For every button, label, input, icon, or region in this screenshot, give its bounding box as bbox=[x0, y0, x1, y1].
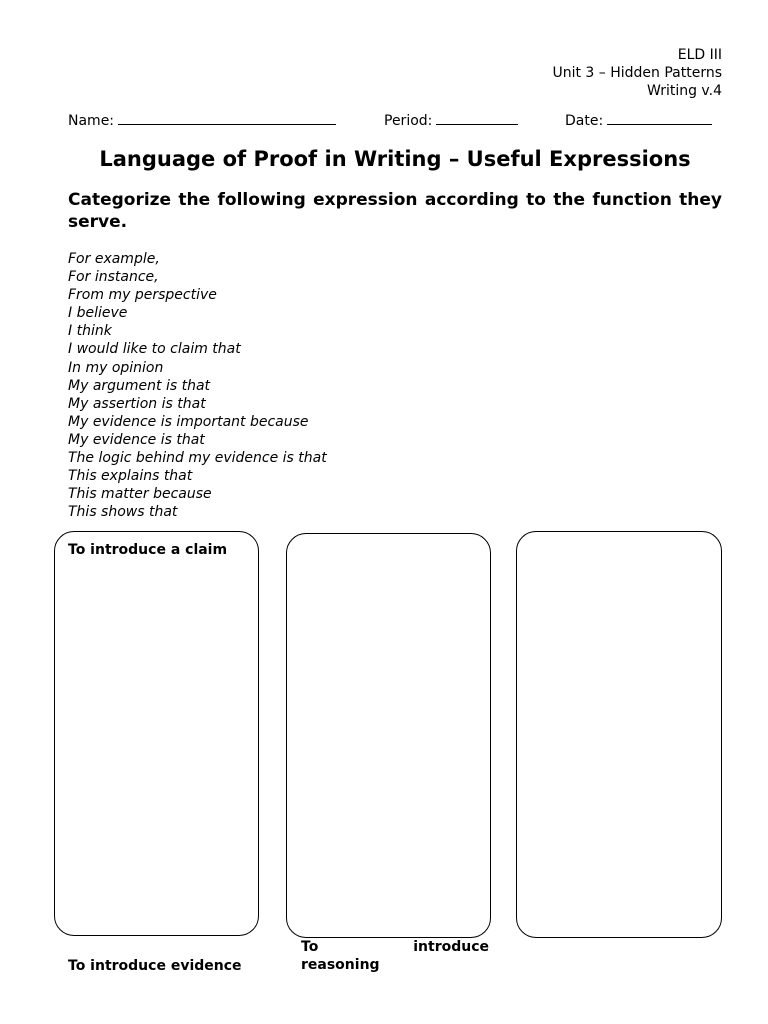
version-label: Writing v.4 bbox=[646, 83, 722, 99]
expression-item: My argument is that bbox=[68, 377, 211, 394]
expression-item: For example, bbox=[68, 251, 160, 267]
reasoning-box[interactable] bbox=[286, 533, 491, 938]
name-label: Name: bbox=[68, 113, 115, 129]
expression-item: This explains that bbox=[68, 468, 193, 485]
name-field[interactable] bbox=[68, 110, 336, 129]
period-blank-line[interactable] bbox=[436, 110, 518, 125]
expression-item: My evidence is that bbox=[68, 431, 205, 448]
expression-item: I would like to claim that bbox=[68, 341, 241, 358]
expression-item: I think bbox=[68, 323, 112, 340]
expression-item: In my opinion bbox=[68, 359, 164, 376]
page-title: Language of Proof in Writing – Useful Expressions bbox=[99, 147, 691, 171]
claim-box-label: To introduce a claim bbox=[68, 542, 228, 558]
expression-item: My assertion is that bbox=[68, 395, 206, 412]
period-label: Period: bbox=[384, 113, 433, 129]
claim-box[interactable] bbox=[54, 531, 259, 936]
unit-title: Unit 3 – Hidden Patterns bbox=[552, 65, 722, 81]
instructions-text: Categorize the following expression according to the function they serve. bbox=[68, 190, 722, 232]
student-info-row bbox=[0, 110, 768, 130]
date-label: Date: bbox=[565, 113, 604, 129]
expression-item: This shows that bbox=[68, 504, 178, 521]
expression-item: For instance, bbox=[68, 269, 159, 286]
date-field[interactable] bbox=[565, 110, 712, 129]
expression-list bbox=[68, 250, 327, 521]
expression-item: This matter because bbox=[68, 486, 212, 503]
evidence-box[interactable] bbox=[516, 531, 722, 938]
reasoning-label-word: introduce bbox=[413, 939, 489, 955]
course-name: ELD III bbox=[677, 47, 722, 63]
evidence-box-label: To introduce evidence bbox=[68, 958, 242, 974]
reasoning-box-label bbox=[301, 938, 489, 974]
expression-item: I believe bbox=[68, 305, 128, 322]
expression-item: The logic behind my evidence is that bbox=[68, 450, 327, 467]
date-blank-line[interactable] bbox=[607, 110, 712, 125]
expression-item: My evidence is important because bbox=[68, 413, 309, 430]
period-field[interactable] bbox=[384, 110, 518, 129]
expression-item: From my perspective bbox=[68, 287, 217, 304]
reasoning-label-word: reasoning bbox=[301, 957, 380, 973]
reasoning-label-word: To bbox=[301, 939, 319, 955]
document-header bbox=[552, 46, 722, 100]
name-blank-line[interactable] bbox=[118, 110, 336, 125]
